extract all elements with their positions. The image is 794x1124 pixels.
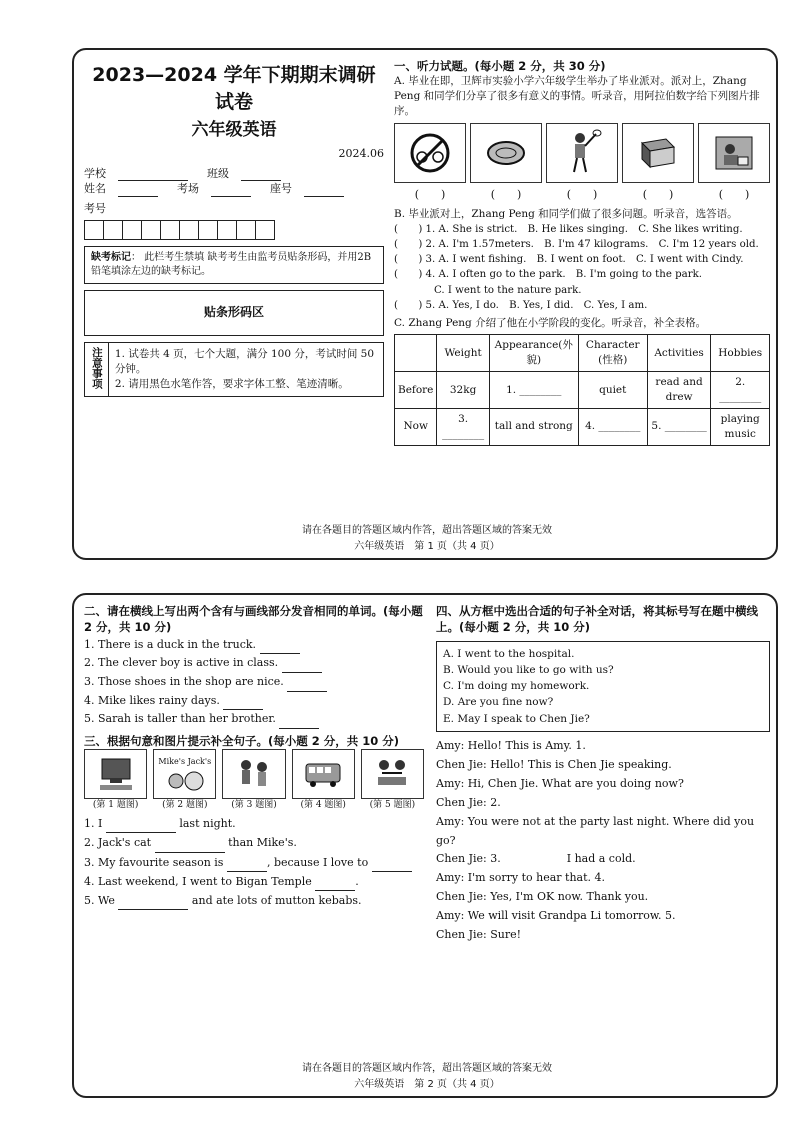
s2-item-3: 3. Those shoes in the shop are nice.	[84, 673, 424, 692]
book-icon	[636, 133, 680, 173]
dialogue-lines	[436, 737, 770, 945]
dialogue-section	[436, 603, 770, 945]
s3-item-2: 2. Jack's cat than Mike's.	[84, 833, 424, 852]
section-3-title: 三、根据句意和图片提示补全句子。(每小题 2 分，共 10 分)	[84, 734, 400, 749]
option-c: C. I'm doing my homework.	[443, 680, 590, 693]
bus-picture	[292, 749, 355, 799]
section-2-title: 二、请在横线上写出两个含有与画线部分发音相同的单词。(每小题 2 分，共 10 分)	[84, 604, 423, 635]
kebab-picnic-icon	[372, 755, 412, 793]
dialogue-line: Amy: We will visit Grandpa Li tomorrow. 5.	[436, 909, 676, 923]
note-2: 2. 请用黑色水笔作答，要求字体工整、笔迹清晰。	[114, 377, 349, 390]
section-4-title: 四、从方框中选出合适的句子补全对话，将其标号写在题中横线上。(每小题 2 分，共 10 分)	[436, 604, 758, 635]
absent-notice: 缺考标记： 此栏考生禁填 缺考考生由监考员贴条形码，并用2B铅笔填涂左边的缺考标记。	[84, 246, 384, 284]
badminton-player-icon	[562, 128, 602, 178]
student-info-fields: 学校 班级 姓名 考场 座号	[84, 166, 384, 197]
name-field[interactable]	[118, 185, 158, 197]
boy-reading-icon	[712, 131, 756, 175]
dialogue-line: Chen Jie: 3. I had a cold.	[436, 852, 636, 866]
header-area	[84, 58, 384, 397]
snow-picture	[222, 749, 285, 799]
bus-icon	[303, 759, 343, 789]
dialogue-line: Amy: You were not at the party last night. Where did you go?	[436, 814, 755, 847]
s3-item-3: 3. My favourite season is , because I love to	[84, 853, 424, 872]
class-field[interactable]	[241, 169, 281, 181]
reading-picture	[698, 123, 770, 183]
barcode-area: 贴条形码区	[84, 290, 384, 336]
exam-number-row: 考号	[84, 201, 384, 240]
s2-items	[84, 636, 424, 729]
footer-warning-2: 请在各题目的答题区域内作答，超出答题区域的答案无效	[302, 1063, 552, 1074]
options-box	[436, 641, 770, 732]
b-item-5: ( ) 5. A. Yes, I do. B. Yes, I did. C. Yes, I am.	[394, 300, 648, 312]
listening-pictures	[394, 123, 770, 183]
picnic-picture	[361, 749, 424, 799]
s3-items	[84, 814, 424, 910]
option-d: D. Are you fine now?	[443, 696, 554, 709]
kids-playing-icon	[234, 755, 274, 793]
exam-number-boxes[interactable]	[84, 220, 384, 240]
section-1-title: 一、听力试题。(每小题 2 分，共 30 分)	[394, 59, 606, 73]
b-item-1: ( ) 1. A. She is strict. B. He likes singing. C. She likes writing.	[394, 223, 743, 235]
s2-item-4: 4. Mike likes rainy days.	[84, 692, 424, 711]
dialogue-line: Amy: Hello! This is Amy. 1.	[436, 738, 586, 752]
s3-pictures: (第 1 题图) Mike's Jack's (第 2 题图) (第 3 题图) (第 4 题图) (第 5 题图)	[84, 749, 424, 812]
s2-item-2: 2. The clever boy is active in class.	[84, 654, 424, 673]
exam-page-1	[72, 48, 778, 560]
frisbee-icon	[484, 133, 528, 173]
b-item-4: ( ) 4. A. I often go to the park. B. I'm going to the park.	[394, 269, 702, 281]
exam-title: 2023—2024 学年下期期末调研试卷	[92, 64, 376, 113]
cat-icon	[165, 767, 205, 793]
pic-answer-4[interactable]: ( )	[642, 188, 674, 202]
no-bike-picture	[394, 123, 466, 183]
s2-item-5: 5. Sarah is taller than her brother.	[84, 710, 424, 729]
b-item-2: ( ) 2. A. I'm 1.57meters. B. I'm 47 kilograms. C. I'm 12 years old.	[394, 238, 759, 250]
section-b-title: B. 毕业派对上，Zhang Peng 和同学们做了很多问题。听录音，选答语。	[394, 207, 738, 220]
footer-warning-1: 请在各题目的答题区域内作答，超出答题区域的答案无效	[302, 525, 552, 536]
notes-label: 注意事项	[85, 343, 109, 396]
exam-page-2	[72, 593, 778, 1098]
badminton-picture	[546, 123, 618, 183]
table-row: Before 32kg 1. ________ quiet read and drew 2. ________	[395, 372, 770, 409]
dialogue-line: Amy: Hi, Chen Jie. What are you doing now?	[436, 776, 684, 790]
cats-picture: Mike's Jack's	[153, 749, 216, 799]
s2-item-1: 1. There is a duck in the truck.	[84, 636, 424, 655]
footer-page-1: 六年级英语 第 1 页（共 4 页）	[354, 541, 500, 552]
dialogue-line: Chen Jie: Sure!	[436, 928, 522, 942]
school-field[interactable]	[118, 169, 188, 181]
notes-box	[84, 342, 384, 397]
pic-answer-3[interactable]: ( )	[566, 188, 598, 202]
pic-answer-1[interactable]: ( )	[414, 188, 446, 202]
s3-item-4: 4. Last weekend, I went to Bigan Temple .	[84, 872, 424, 891]
s3-item-1: 1. I last night.	[84, 814, 424, 833]
seat-field[interactable]	[304, 185, 344, 197]
section-a-text: A. 毕业在即，卫辉市实验小学六年级学生举办了毕业派对。派对上，Zhang Peng 和同学们分享了很多有意义的事情。听录音，用阿拉伯数字给下列图片排序。	[394, 75, 760, 118]
section-c-title: C. Zhang Peng 介绍了他在小学阶段的变化。听录音，补全表格。	[394, 317, 707, 330]
pic-answer-2[interactable]: ( )	[490, 188, 522, 202]
note-1: 1. 试卷共 4 页，七个大题，满分 100 分，考试时间 50 分钟。	[114, 347, 375, 375]
exam-subtitle: 六年级英语	[191, 119, 277, 140]
dialogue-line: Chen Jie: Hello! This is Chen Jie speaking.	[436, 757, 672, 771]
dialogue-line: Amy: I'm sorry to hear that. 4.	[436, 871, 606, 885]
computer-icon	[96, 755, 136, 793]
dialogue-line: Chen Jie: Yes, I'm OK now. Thank you.	[436, 890, 649, 904]
book-picture	[622, 123, 694, 183]
b-item-4c: C. I went to the nature park.	[434, 284, 582, 296]
footer-page-2: 六年级英语 第 2 页（共 4 页）	[354, 1079, 500, 1090]
table-header: Weight Appearance(外貌) Character (性格) Activities Hobbies	[395, 335, 770, 372]
no-cycling-icon	[408, 131, 452, 175]
table-row: Now 3. ________ tall and strong 4. ________ 5. ________ playing music	[395, 408, 770, 445]
room-field[interactable]	[211, 185, 251, 197]
dialogue-line: Chen Jie: 2.	[436, 795, 501, 809]
option-b: B. Would you like to go with us?	[443, 663, 614, 676]
b-item-3: ( ) 3. A. I went fishing. B. I went on foot. C. I went with Cindy.	[394, 254, 744, 266]
frisbee-picture	[470, 123, 542, 183]
pic-answer-5[interactable]: ( )	[718, 188, 750, 202]
exam-date: 2024.06	[338, 147, 384, 161]
changes-table	[394, 334, 770, 445]
option-a: A. I went to the hospital.	[443, 647, 575, 660]
option-e: E. May I speak to Chen Jie?	[443, 712, 590, 725]
section-b-items	[394, 222, 770, 314]
left-sections	[84, 603, 424, 910]
computer-picture	[84, 749, 147, 799]
listening-section	[394, 58, 770, 446]
s3-item-5: 5. We and ate lots of mutton kebabs.	[84, 891, 424, 910]
